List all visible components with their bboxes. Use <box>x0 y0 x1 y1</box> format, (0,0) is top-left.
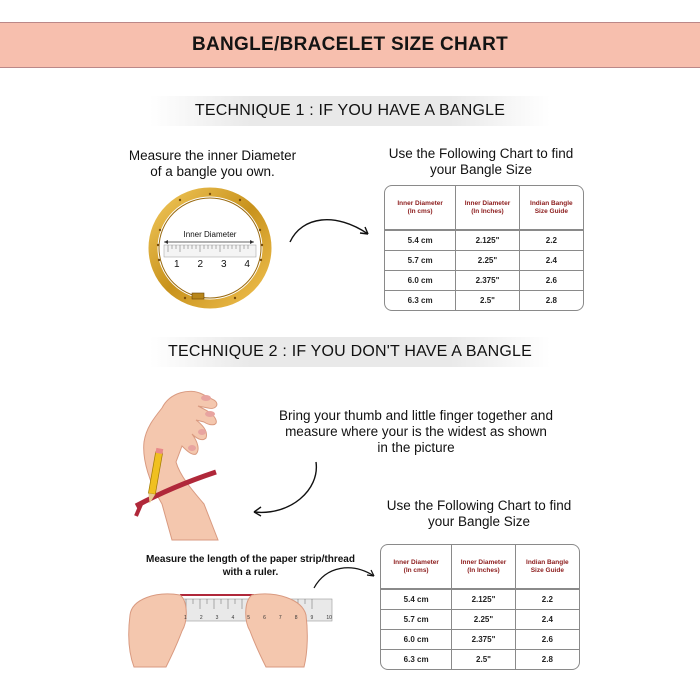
cell-size: 2.2 <box>516 589 579 609</box>
cell-inches: 2.25" <box>456 250 519 270</box>
cell-size: 2.4 <box>520 250 583 270</box>
ruler-number: 3 <box>220 259 227 270</box>
hand-measure-illustration <box>132 380 242 540</box>
cell-inches: 2.125" <box>456 230 519 250</box>
cell-inches: 2.5" <box>452 649 515 669</box>
cell-cm: 5.7 cm <box>385 250 456 270</box>
intro-line: Use the Following Chart to find <box>388 146 574 161</box>
header-inches: Inner Diameter (In Inches) <box>456 186 519 230</box>
ruler-number: 10 <box>326 615 332 621</box>
cell-inches: 2.5" <box>456 290 519 310</box>
ruler-number: 3 <box>215 615 219 621</box>
cell-inches: 2.375" <box>456 270 519 290</box>
instruction-line: of a bangle you own. <box>150 164 275 179</box>
ruler-number: 7 <box>278 615 282 621</box>
table-header-row <box>385 186 583 230</box>
cell-cm: 5.4 cm <box>381 589 452 609</box>
intro-line: Use the Following Chart to find <box>386 498 572 513</box>
instruction-line: Bring your thumb and little finger together and <box>279 408 553 423</box>
header-cm: Inner Diameter (In cms) <box>385 186 456 230</box>
instruction-line: Measure the inner Diameter <box>128 148 297 163</box>
cell-size: 2.6 <box>520 270 583 290</box>
ruler-number: 2 <box>199 615 203 621</box>
ruler-number: 2 <box>197 259 204 270</box>
technique-2-instruction <box>258 408 574 456</box>
technique-2-heading: TECHNIQUE 2 : IF YOU DON'T HAVE A BANGLE <box>150 337 550 367</box>
cell-cm: 6.3 cm <box>385 290 456 310</box>
table-row <box>381 589 579 609</box>
technique-1-heading: TECHNIQUE 1 : IF YOU HAVE A BANGLE <box>150 96 550 126</box>
header-size-guide: Indian Bangle Size Guide <box>516 545 579 589</box>
intro-line: your Bangle Size <box>427 514 531 529</box>
cell-cm: 6.3 cm <box>381 649 452 669</box>
technique-2-chart-intro <box>368 498 590 530</box>
cell-cm: 6.0 cm <box>381 629 452 649</box>
header-size-guide: Indian Bangle Size Guide <box>520 186 583 230</box>
cell-size: 2.4 <box>516 609 579 629</box>
arrow-icon <box>288 208 376 248</box>
ruler-number: 4 <box>244 259 250 270</box>
ruler-number: 8 <box>294 615 298 621</box>
table-row <box>385 230 583 250</box>
instruction-line: in the picture <box>377 440 455 455</box>
cell-cm: 5.7 cm <box>381 609 452 629</box>
table-header-row <box>381 545 579 589</box>
bangle-label: Inner Diameter <box>183 230 237 239</box>
table-row <box>381 609 579 629</box>
ruler-number: 1 <box>174 259 180 270</box>
strip-measure-label: Measure the length of the paper strip/thread with a ruler. <box>146 554 355 578</box>
size-table-2 <box>380 544 580 670</box>
arrow-icon <box>250 460 322 520</box>
table-row <box>381 629 579 649</box>
intro-line: your Bangle Size <box>429 162 533 177</box>
header-cm: Inner Diameter (In cms) <box>381 545 452 589</box>
technique-1-chart-intro <box>370 146 592 178</box>
table-row <box>385 290 583 310</box>
table-row <box>385 270 583 290</box>
bangle-ruler-numbers <box>174 259 250 270</box>
title-banner <box>0 22 700 68</box>
ruler-number: 6 <box>263 615 266 621</box>
cell-size: 2.8 <box>520 290 583 310</box>
cell-size: 2.8 <box>516 649 579 669</box>
cell-cm: 6.0 cm <box>385 270 456 290</box>
ruler-number: 1 <box>184 615 187 621</box>
size-table-1 <box>384 185 584 311</box>
technique-1-instruction <box>105 148 320 180</box>
ruler-number: 4 <box>231 615 235 621</box>
cell-inches: 2.25" <box>452 609 515 629</box>
cell-size: 2.6 <box>516 629 579 649</box>
bangle-illustration <box>150 190 270 308</box>
header-inches: Inner Diameter (In Inches) <box>452 545 515 589</box>
instruction-line: measure where your is the widest as shown <box>285 424 547 439</box>
page-title: BANGLE/BRACELET SIZE CHART <box>191 34 509 55</box>
ruler-number: 5 <box>247 615 251 621</box>
cell-inches: 2.125" <box>452 589 515 609</box>
table-row <box>381 649 579 669</box>
cell-size: 2.2 <box>520 230 583 250</box>
ruler-hands-illustration <box>126 585 338 667</box>
cell-inches: 2.375" <box>452 629 515 649</box>
table-row <box>385 250 583 270</box>
strip-ruler-numbers <box>184 615 332 621</box>
ruler-number: 9 <box>310 615 314 621</box>
cell-cm: 5.4 cm <box>385 230 456 250</box>
